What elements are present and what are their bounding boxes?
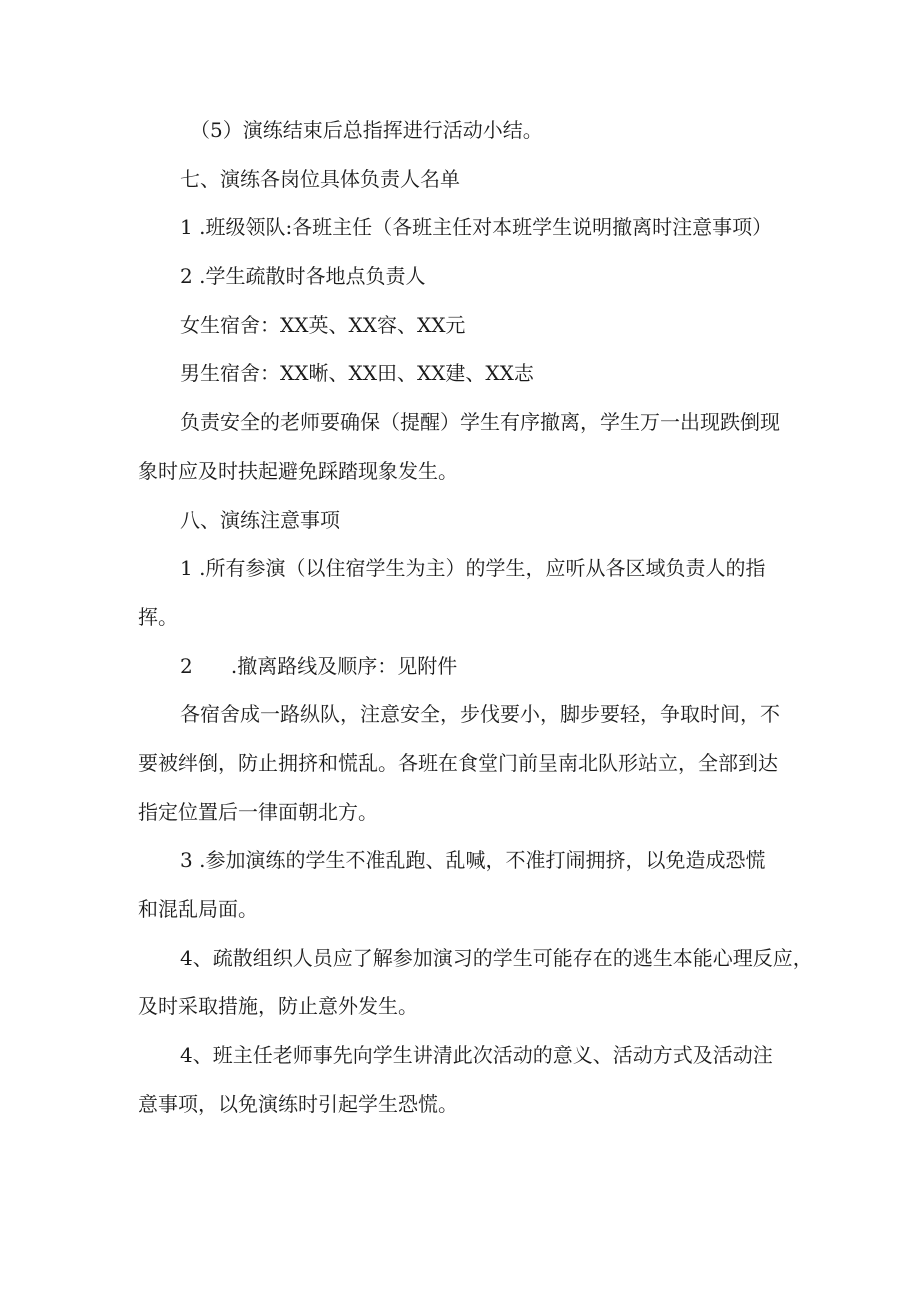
list-item-2: 2 .撤离路线及顺序：见附件 xyxy=(180,653,458,678)
list-item-5: （5）演练结束后总指挥进行活动小结。 xyxy=(190,118,543,142)
section-heading-7: 七、演练各岗位具体负责人名单 xyxy=(180,166,460,191)
list-item-4b: 4、班主任老师事先向学生讲清此次活动的意义、活动方式及活动注 xyxy=(180,1043,773,1068)
paragraph-line: 意事项，以免演练时引起学生恐慌。 xyxy=(138,1091,458,1116)
paragraph-line: 象时应及时扶起避免踩踏现象发生。 xyxy=(138,458,458,483)
list-item-1: 1 .所有参演（以住宿学生为主）的学生，应听从各区域负责人的指 xyxy=(180,556,766,581)
document-page xyxy=(0,106,920,1128)
paragraph-line: 负责安全的老师要确保（提醒）学生有序撤离，学生万一出现跌倒现 xyxy=(180,410,780,435)
list-item-2: 2 .学生疏散时各地点负责人 xyxy=(180,264,426,289)
female-dorm-line: 女生宿舍：XX英、XX容、XX元 xyxy=(180,312,466,337)
paragraph-line: 和混乱局面。 xyxy=(138,897,258,921)
list-item-1: 1 .班级领队:各班主任（各班主任对本班学生说明撤离时注意事项） xyxy=(180,215,773,240)
paragraph-line: 各宿舍成一路纵队，注意安全，步伐要小，脚步要轻，争取时间，不 xyxy=(180,702,780,727)
paragraph-line: 指定位置后一律面朝北方。 xyxy=(138,799,378,824)
male-dorm-line: 男生宿舍：XX晰、XX田、XX建、XX志 xyxy=(180,361,534,386)
paragraph-line: 要被绊倒，防止拥挤和慌乱。各班在食堂门前呈南北队形站立，全部到达 xyxy=(138,750,778,775)
list-item-4: 4、疏散组织人员应了解参加演习的学生可能存在的逃生本能心理反应， xyxy=(180,945,813,970)
paragraph-line: 及时采取措施，防止意外发生。 xyxy=(138,994,418,1019)
section-heading-8: 八、演练注意事项 xyxy=(180,507,340,532)
paragraph-line: 挥。 xyxy=(138,604,178,629)
list-item-3: 3 .参加演练的学生不准乱跑、乱喊，不准打闹拥挤，以免造成恐慌 xyxy=(180,848,766,873)
